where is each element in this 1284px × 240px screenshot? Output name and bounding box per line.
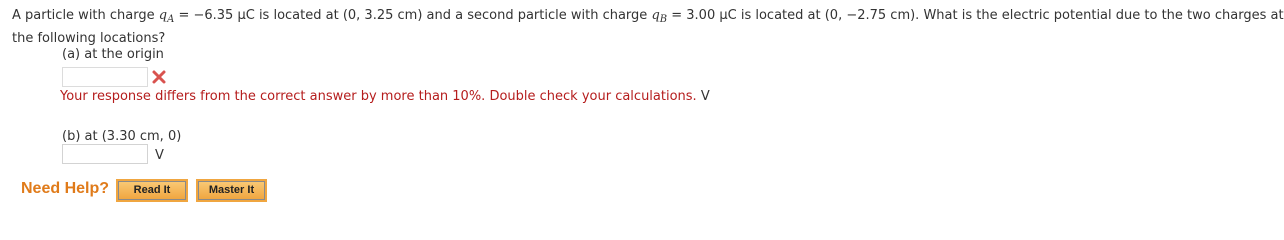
charge-b-symbol: q	[651, 8, 660, 23]
charge-a-symbol: q	[158, 8, 168, 23]
need-help-label: Need Help?	[21, 180, 110, 197]
part-a-feedback-text: Your response differs from the correct answer by more than 10%. Double check your calculations.	[60, 89, 697, 104]
question-text	[12, 6, 1284, 48]
part-b-unit: V	[155, 148, 164, 163]
question-intro: A particle with charge	[12, 8, 159, 23]
part-b-label: (b) at (3.30 cm, 0)	[62, 129, 182, 144]
question-line-1	[12, 6, 1284, 29]
charge-b-value: = 3.00 μC	[667, 8, 737, 23]
part-b-answer-input[interactable]	[62, 144, 148, 164]
question-middle-2: is located at (0, −2.75 cm). What is the electric potential due to the two charges at	[736, 8, 1284, 23]
charge-a-subscript: A	[167, 14, 175, 25]
charge-a-value: = −6.35 μC	[174, 8, 255, 23]
part-a-answer-input[interactable]	[62, 67, 148, 87]
master-it-button[interactable]: Master It	[198, 181, 265, 200]
part-a-unit: V	[700, 89, 710, 104]
question-middle-1: is located at (0, 3.25 cm) and a second particle with charge	[254, 8, 652, 23]
incorrect-x-icon	[152, 70, 166, 84]
part-a-feedback	[60, 89, 710, 104]
charge-b-subscript: B	[659, 14, 668, 25]
part-a-label: (a) at the origin	[62, 47, 164, 62]
read-it-button[interactable]: Read It	[118, 181, 186, 200]
question-line-2: the following locations?	[12, 31, 166, 46]
